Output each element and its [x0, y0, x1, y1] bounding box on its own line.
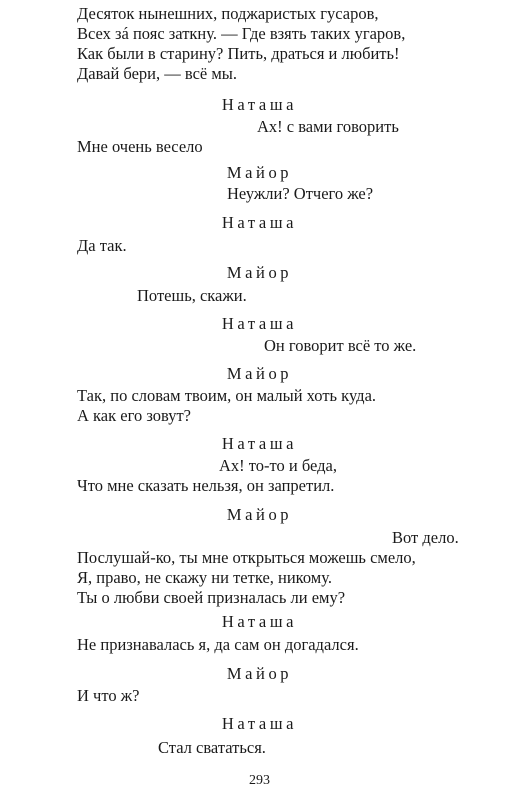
verse-line: Вот дело.: [392, 528, 459, 547]
speaker-natasha: Наташа: [221, 434, 298, 453]
verse-line: Мне очень весело: [77, 137, 203, 156]
verse-line: Потешь, скажи.: [137, 286, 247, 305]
page-number: 293: [249, 773, 270, 788]
verse-line: Всех зá пояс заткну. — Где взять таких угаров,: [77, 24, 406, 43]
verse-line: Неужли? Отчего же?: [227, 184, 374, 203]
verse-line: Ты о любви своей призналась ли ему?: [77, 588, 346, 607]
speaker-major: Майор: [226, 263, 293, 282]
verse-line: Послушай-ко, ты мне открыться можешь смело,: [77, 548, 416, 567]
verse-line: И что ж?: [77, 686, 140, 705]
verse-line: Давай бери, — всё мы.: [77, 64, 238, 83]
verse-line: Ах! с вами говорить: [257, 117, 399, 136]
speaker-natasha: Наташа: [221, 612, 298, 631]
verse-line: Он говорит всё то же.: [264, 336, 417, 355]
verse-line: Стал свататься.: [158, 738, 266, 757]
speaker-natasha: Наташа: [221, 714, 298, 733]
speaker-major: Майор: [226, 364, 293, 383]
speaker-natasha: Наташа: [221, 95, 298, 114]
verse-line: Десяток нынешних, поджаристых гусаров,: [77, 4, 379, 23]
verse-line: Так, по словам твоим, он малый хоть куда.: [77, 386, 377, 405]
speaker-major: Майор: [226, 163, 293, 182]
verse-line: Ах! то-то и беда,: [219, 456, 337, 475]
speaker-major: Майор: [226, 505, 293, 524]
speaker-major: Майор: [226, 664, 293, 683]
verse-line: А как его зовут?: [77, 406, 192, 425]
verse-line: Что мне сказать нельзя, он запретил.: [77, 476, 335, 495]
speaker-natasha: Наташа: [221, 213, 298, 232]
verse-line: Как были в старину? Пить, драться и любить!: [77, 44, 400, 63]
verse-line: Не признавалась я, да сам он догадался.: [77, 635, 359, 654]
verse-line: Я, право, не скажу ни тетке, никому.: [77, 568, 332, 587]
verse-line: Да так.: [77, 236, 127, 255]
speaker-natasha: Наташа: [221, 314, 298, 333]
